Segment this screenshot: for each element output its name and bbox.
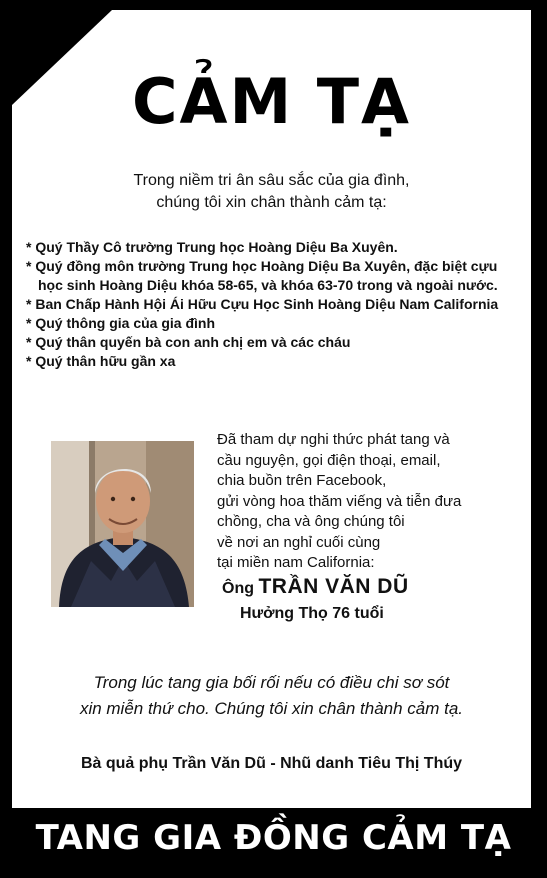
list-item: * Quý đồng môn trường Trung học Hoàng Diệu Ba Xuyên, đặc biệt cựu học sinh Hoàng Diệu khóa 58-65, và khóa 63-70 trong và ngoài nước. (26, 258, 498, 293)
apology-line-1: Trong lúc tang gia bối rối nếu có điều chi sơ sót (93, 673, 450, 692)
thanks-list (26, 238, 526, 371)
deceased-age: Hưởng Thọ 76 tuổi (240, 605, 384, 622)
page-title: CẢM TẠ (131, 65, 412, 138)
intro-line-2: chúng tôi xin chân thành cảm tạ: (156, 194, 387, 211)
deceased-name-line (222, 575, 409, 599)
list-item: * Quý thân quyến bà con anh chị em và các cháu (26, 334, 351, 350)
honorific: Ông (222, 580, 254, 597)
attendance-line: tại miền nam California: (217, 554, 375, 571)
list-item: * Ban Chấp Hành Hội Ái Hữu Cựu Học Sinh Hoàng Diệu Nam California (26, 296, 499, 312)
attendance-text (217, 430, 517, 574)
deceased-name: TRẦN VĂN DŨ (258, 575, 409, 598)
list-item: * Quý thông gia của gia đình (26, 315, 216, 331)
list-item: * Quý Thầy Cô trường Trung học Hoàng Diệu Ba Xuyên. (26, 239, 398, 255)
apology-line-2: xin miễn thứ cho. Chúng tôi xin chân thành cảm tạ. (79, 699, 464, 718)
attendance-line: Đã tham dự nghi thức phát tang và (217, 431, 450, 448)
announcement-card (12, 10, 531, 808)
intro-line-1: Trong niềm tri ân sâu sắc của gia đình, (133, 172, 410, 189)
portrait-photo (51, 441, 194, 607)
attendance-line: chồng, cha và ông chúng tôi (217, 513, 405, 530)
signature: Bà quả phụ Trần Văn Dũ - Nhũ danh Tiêu Thị Thúy (80, 755, 463, 772)
attendance-line: gửi vòng hoa thăm viếng và tiễn đưa (217, 492, 462, 510)
footer-banner: TANG GIA ĐỒNG CẢM TẠ (35, 818, 512, 858)
intro-text (12, 170, 531, 214)
attendance-line: về nơi an nghỉ cuối cùng (217, 533, 381, 551)
list-item: * Quý thân hữu gần xa (26, 353, 176, 369)
attendance-line: chia buồn trên Facebook, (217, 472, 387, 489)
apology-text (12, 670, 531, 722)
attendance-line: cầu nguyện, gọi điện thoại, email, (217, 451, 441, 469)
